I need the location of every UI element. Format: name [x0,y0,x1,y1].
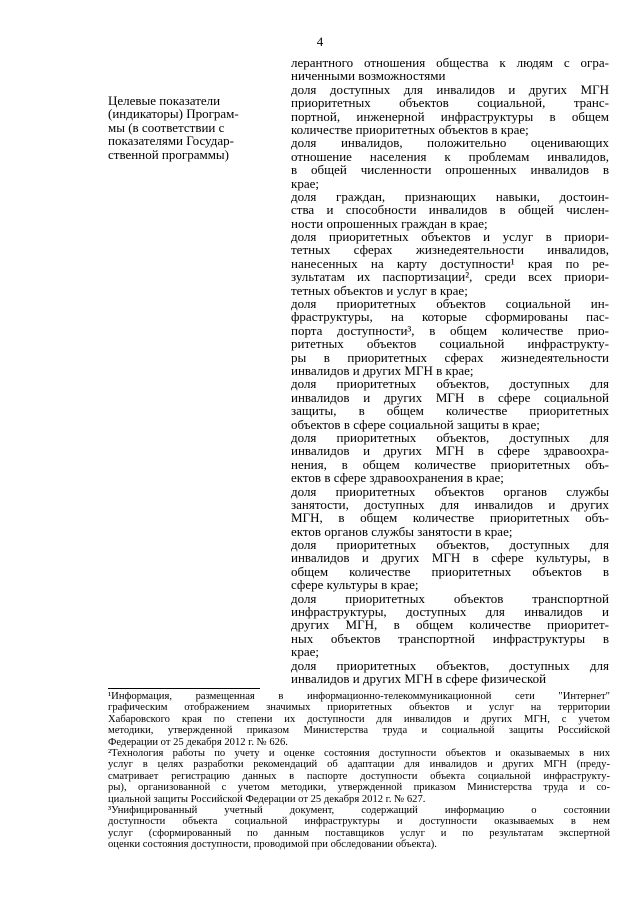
footnote-line: ²Технология работы по учету и оценке состояния доступности объектов и оказываемых в них [108,747,610,759]
footnote-line: доступности объекта социальной инфраструктуры и доступности оказываемых в нем [108,816,610,828]
indicator-line: доля приоритетных объектов, доступных для [291,657,609,673]
indicator-line: ры в приоритетных сферах жизнедеятельности [291,349,609,365]
indicator-line: доля приоритетных объектов транспортной [291,590,609,606]
indicator-line: ниченными возможностями [291,68,446,84]
indicator-line: ства и способности инвалидов в общей числен- [291,202,609,218]
target-indicators-label [108,94,278,161]
footnote-line: услуг в целях разработки рекомендаций об адаптации для инвалидов и других МГН (преду- [108,759,610,771]
label-line: показателями Государ- [108,133,234,149]
indicator-line: приоритетных объектов социальной, транс- [291,95,609,111]
indicator-line: ектов органов службы занятости в крае; [291,523,513,539]
label-line: Целевые показатели [108,93,221,108]
indicator-line: доля приоритетных объектов органов службы [291,483,609,499]
indicator-line: доля доступных для инвалидов и других МГН [291,81,609,97]
indicator-line: занятости, доступных для инвалидов и других [291,496,609,512]
label-line: мы (в соответствии с [108,119,225,135]
footnote-line: ³Унифицированный учетный документ, содержащий информацию о состоянии [108,804,610,816]
label-line: (индикаторы) Програм- [108,106,239,122]
indicator-line: ектов в сфере здравоохранения в крае; [291,470,504,486]
indicator-line: лерантного отношения общества к людям с огра- [291,55,609,70]
indicator-line: доля инвалидов, положительно оценивающих [291,135,609,151]
indicator-line: защиты, в общем количестве приоритетных [291,403,609,419]
indicator-line: нения, в общем количестве приоритетных объ- [291,456,609,472]
indicator-line: тетных объектов и услуг в крае; [291,282,468,298]
indicator-line: инвалидов и других МГН в сфере культуры, в [291,550,609,566]
footnote-line: Федерации от 25 декабря 2012 г. № 626. [108,736,288,748]
indicator-line: доля приоритетных объектов социальной ин- [291,296,609,312]
label-line: ственной программы) [108,146,229,162]
indicator-line: крае; [291,644,319,660]
indicator-line: количестве приоритетных объектов в крае; [291,121,529,137]
indicator-line: ности опрошенных граждан в крае; [291,215,488,231]
indicator-line: общем количестве приоритетных объектов в [291,563,609,579]
page-number: 4 [316,34,324,49]
indicator-line: крае; [291,175,319,191]
indicator-line: ных объектов транспортной инфраструктуры в [291,630,609,646]
indicator-line: портной, инженерной инфраструктуры в общем [291,108,609,124]
footnote-line: оценки состояния доступности, проводимой при обследовании объекта). [108,839,437,851]
footnote-line: циальной защиты Российской Федерации от 25 декабря 2012 г. № 627. [108,793,426,805]
footnote-line: ¹Информация, размещенная в информационно-телекоммуникационной сети "Интернет" [108,691,610,702]
indicators-list [291,56,609,685]
indicator-line: фраструктуры, на которые сформированы пас- [291,309,609,325]
footnote-line: Хабаровского края по степени их доступности для инвалидов и других МГН, с учетом [108,713,610,725]
footnote-line: сматривает регистрацию данных в паспорте доступности объекта социальной инфраструкту- [108,770,610,782]
footnotes [108,691,610,850]
indicator-line: МГН, в общем количестве приоритетных объ- [291,510,609,526]
indicator-line: в общей численности опрошенных инвалидов в [291,162,609,178]
indicator-line: инфраструктуры, доступных для инвалидов и [291,604,609,620]
indicator-line: тетных сферах жизнедеятельности инвалидов, [291,242,609,258]
footnote-divider [108,688,260,689]
indicator-line: инвалидов и других МГН в крае; [291,362,474,378]
indicator-line: инвалидов и других МГН в сфере здравоохра- [291,443,609,459]
indicator-line: нанесенных на карту доступности¹ края по ре- [291,255,609,271]
indicator-line: ритетных объектов социальной инфраструкту- [291,336,609,352]
indicator-line: доля приоритетных объектов, доступных для [291,376,609,392]
footnote-line: услуг (сформированный по данным поставщиков услуг и по результатам экспертной [108,827,610,839]
indicator-line: порта доступности³, в общем количестве прио- [291,322,609,338]
footnote-line: графическим отображением значимых приоритетных объектов и услуг на территории [108,702,610,714]
indicator-line: доля приоритетных объектов и услуг в приори- [291,229,609,245]
indicator-line: сфере культуры в крае; [291,577,419,593]
indicator-line: зультатам их паспортизации², среди всех приори- [291,269,609,285]
indicator-line: доля приоритетных объектов, доступных для [291,429,609,445]
footnote-line: методики, утвержденной приказом Министерства труда и социальной защиты Российской [108,725,610,737]
indicator-line: инвалидов и других МГН в сфере социальной [291,389,609,405]
indicator-line: других МГН, в общем количестве приоритет- [291,617,609,633]
indicator-line: отношение населения к проблемам инвалидов, [291,148,609,164]
indicator-line: доля граждан, признающих навыки, достоин- [291,188,609,204]
footnote-line: ры), организованной с учетом методики, утвержденной приказом Министерства труда и со- [108,782,610,794]
indicator-line: доля приоритетных объектов, доступных для [291,537,609,553]
indicator-line: объектов в сфере социальной защиты в крае; [291,416,540,432]
indicator-line: инвалидов и других МГН в сфере физической [291,670,547,686]
